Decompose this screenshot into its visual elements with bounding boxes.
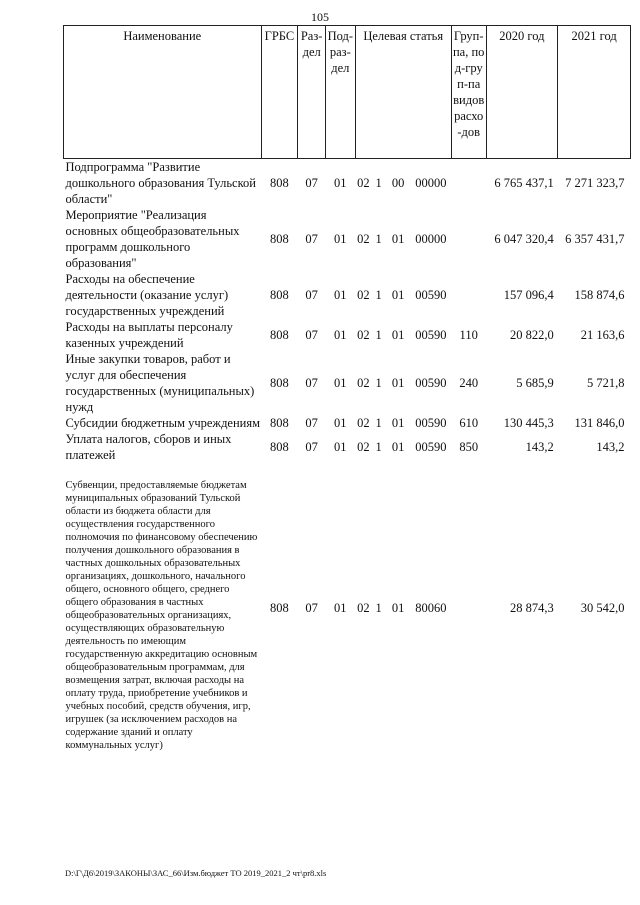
row-cs-program: 02 bbox=[357, 416, 370, 430]
row-value-2021: 6 357 431,7 bbox=[565, 232, 625, 246]
row-podrazdel: 01 bbox=[334, 416, 347, 430]
row-value-2021: 30 542,0 bbox=[580, 600, 625, 615]
row-value-2021: 158 874,6 bbox=[574, 288, 625, 302]
row-value-2020: 130 445,3 bbox=[503, 416, 554, 430]
row-name: Субвенции, предоставляемые бюджетам муниципальных образований Тульской области из бюджета области для осуществления государственного полномочия по финансовому обеспечению получения дошкольного образования в частных дошкольных образовательных организациях, дошкольного, начального общего, основного общего, среднего общего образования в частных общеобразовательных организациях, осуществляющих образовательную деятельность по имеющим государственную аккредитацию основным общеобразовательным программам, для возмещения затрат, включая расходы на оплату труда, приобретение учебников и учебных пособий, средств обучения, игр, игрушек (за исключением расходов на содержание зданий и оплату коммунальных услуг) bbox=[65, 480, 258, 751]
row-cs-event: 01 bbox=[391, 232, 405, 246]
row-razdel: 07 bbox=[305, 232, 318, 246]
row-razdel: 07 bbox=[305, 600, 318, 615]
row-cs-subprogram: 1 bbox=[375, 600, 382, 615]
table-row bbox=[64, 431, 631, 463]
row-razdel: 07 bbox=[305, 376, 318, 390]
row-cs-event: 01 bbox=[391, 376, 405, 390]
table-row bbox=[64, 207, 631, 271]
row-vr bbox=[451, 207, 486, 271]
row-podrazdel: 01 bbox=[334, 328, 347, 342]
row-cs-subprogram: 1 bbox=[375, 416, 382, 430]
row-grbs: 808 bbox=[270, 176, 289, 190]
table-row bbox=[64, 463, 631, 752]
row-name: Уплата налогов, сборов и иных платежей bbox=[65, 432, 232, 462]
row-value-2021: 131 846,0 bbox=[574, 416, 625, 430]
row-name: Расходы на обеспечение деятельности (оказание услуг) государственных учреждений bbox=[65, 272, 229, 318]
col-header-razdel: Раз-дел bbox=[298, 26, 326, 159]
row-podrazdel: 01 bbox=[334, 600, 347, 615]
row-grbs: 808 bbox=[270, 232, 289, 246]
row-vr: 610 bbox=[459, 416, 479, 430]
budget-table bbox=[63, 25, 631, 752]
row-cs-subprogram: 1 bbox=[375, 328, 382, 342]
row-name: Мероприятие "Реализация основных общеобразовательных программ дошкольного образования" bbox=[65, 208, 240, 270]
col-header-celevaya: Целевая статья bbox=[355, 26, 451, 159]
table-row bbox=[64, 159, 631, 208]
row-cs-event: 01 bbox=[391, 440, 405, 454]
row-cs-event: 01 bbox=[391, 416, 405, 430]
row-cs-direction: 00590 bbox=[415, 416, 447, 430]
col-header-podrazdel: Под-раз-дел bbox=[325, 26, 355, 159]
row-cs-program: 02 bbox=[357, 288, 370, 302]
table-header-row bbox=[64, 26, 631, 159]
table-row bbox=[64, 319, 631, 351]
col-header-2020: 2020 год bbox=[486, 26, 558, 159]
row-grbs: 808 bbox=[270, 376, 289, 390]
row-cs-program: 02 bbox=[357, 176, 370, 190]
row-vr bbox=[451, 159, 486, 208]
row-cs-program: 02 bbox=[357, 328, 370, 342]
row-podrazdel: 01 bbox=[334, 232, 347, 246]
row-name: Подпрограмма "Развитие дошкольного образования Тульской области" bbox=[65, 160, 256, 206]
row-podrazdel: 01 bbox=[334, 376, 347, 390]
row-razdel: 07 bbox=[305, 288, 318, 302]
row-cs-event: 01 bbox=[391, 288, 405, 302]
row-podrazdel: 01 bbox=[334, 176, 347, 190]
table-row bbox=[64, 271, 631, 319]
row-grbs: 808 bbox=[270, 328, 289, 342]
col-header-gruppa: Груп-па, под-груп-па видов расхо-дов bbox=[451, 26, 486, 159]
row-cs-program: 02 bbox=[357, 600, 370, 615]
row-cs-direction: 00590 bbox=[415, 288, 447, 302]
row-value-2021: 7 271 323,7 bbox=[565, 176, 625, 190]
row-podrazdel: 01 bbox=[334, 288, 347, 302]
row-name: Субсидии бюджетным учреждениям bbox=[65, 416, 261, 430]
col-header-name: Наименование bbox=[64, 26, 262, 159]
row-cs-subprogram: 1 bbox=[375, 232, 382, 246]
row-podrazdel: 01 bbox=[334, 440, 347, 454]
row-value-2020: 6 047 320,4 bbox=[494, 232, 554, 246]
page-number: 105 bbox=[311, 10, 329, 24]
row-grbs: 808 bbox=[270, 440, 289, 454]
row-cs-subprogram: 1 bbox=[375, 288, 382, 302]
row-cs-program: 02 bbox=[357, 440, 370, 454]
row-value-2021: 21 163,6 bbox=[580, 328, 625, 342]
row-cs-event: 01 bbox=[391, 600, 405, 615]
row-value-2021: 143,2 bbox=[596, 440, 625, 454]
row-vr: 240 bbox=[459, 376, 479, 390]
row-value-2020: 6 765 437,1 bbox=[494, 176, 554, 190]
row-vr: 850 bbox=[459, 440, 479, 454]
row-cs-direction: 00000 bbox=[415, 232, 447, 246]
row-cs-direction: 80060 bbox=[415, 600, 447, 615]
row-cs-direction: 00590 bbox=[415, 376, 447, 390]
row-cs-subprogram: 1 bbox=[375, 376, 382, 390]
row-name: Расходы на выплаты персоналу казенных учреждений bbox=[65, 320, 233, 350]
row-grbs: 808 bbox=[270, 416, 289, 430]
row-vr: 110 bbox=[459, 328, 478, 342]
row-value-2020: 20 822,0 bbox=[509, 328, 554, 342]
row-cs-direction: 00590 bbox=[415, 440, 447, 454]
row-cs-subprogram: 1 bbox=[375, 440, 382, 454]
row-cs-event: 01 bbox=[391, 328, 405, 342]
col-header-grbs: ГРБС bbox=[261, 26, 298, 159]
row-cs-event: 00 bbox=[391, 176, 405, 190]
row-cs-program: 02 bbox=[357, 232, 370, 246]
row-grbs: 808 bbox=[270, 600, 289, 615]
footer-file-path: D:\Г\Д6\2019\ЗАКОНЫ\ЗАС_66\Изм.бюджет ТО 2019_2021_2 чт\pr8.xls bbox=[65, 868, 327, 878]
row-vr bbox=[451, 463, 486, 752]
row-value-2020: 157 096,4 bbox=[503, 288, 554, 302]
row-grbs: 808 bbox=[270, 288, 289, 302]
row-razdel: 07 bbox=[305, 416, 318, 430]
row-vr bbox=[451, 271, 486, 319]
row-value-2021: 5 721,8 bbox=[587, 376, 625, 390]
row-value-2020: 143,2 bbox=[525, 440, 554, 454]
row-razdel: 07 bbox=[305, 440, 318, 454]
table-row bbox=[64, 351, 631, 415]
row-cs-direction: 00000 bbox=[415, 176, 447, 190]
row-value-2020: 28 874,3 bbox=[509, 600, 554, 615]
row-razdel: 07 bbox=[305, 328, 318, 342]
row-cs-direction: 00590 bbox=[415, 328, 447, 342]
row-cs-program: 02 bbox=[357, 376, 370, 390]
row-name: Иные закупки товаров, работ и услуг для обеспечения государственных (муниципальных) нужд bbox=[65, 352, 255, 414]
row-value-2020: 5 685,9 bbox=[516, 376, 554, 390]
row-cs-subprogram: 1 bbox=[375, 176, 382, 190]
row-razdel: 07 bbox=[305, 176, 318, 190]
table-row bbox=[64, 415, 631, 431]
col-header-2021: 2021 год bbox=[558, 26, 631, 159]
